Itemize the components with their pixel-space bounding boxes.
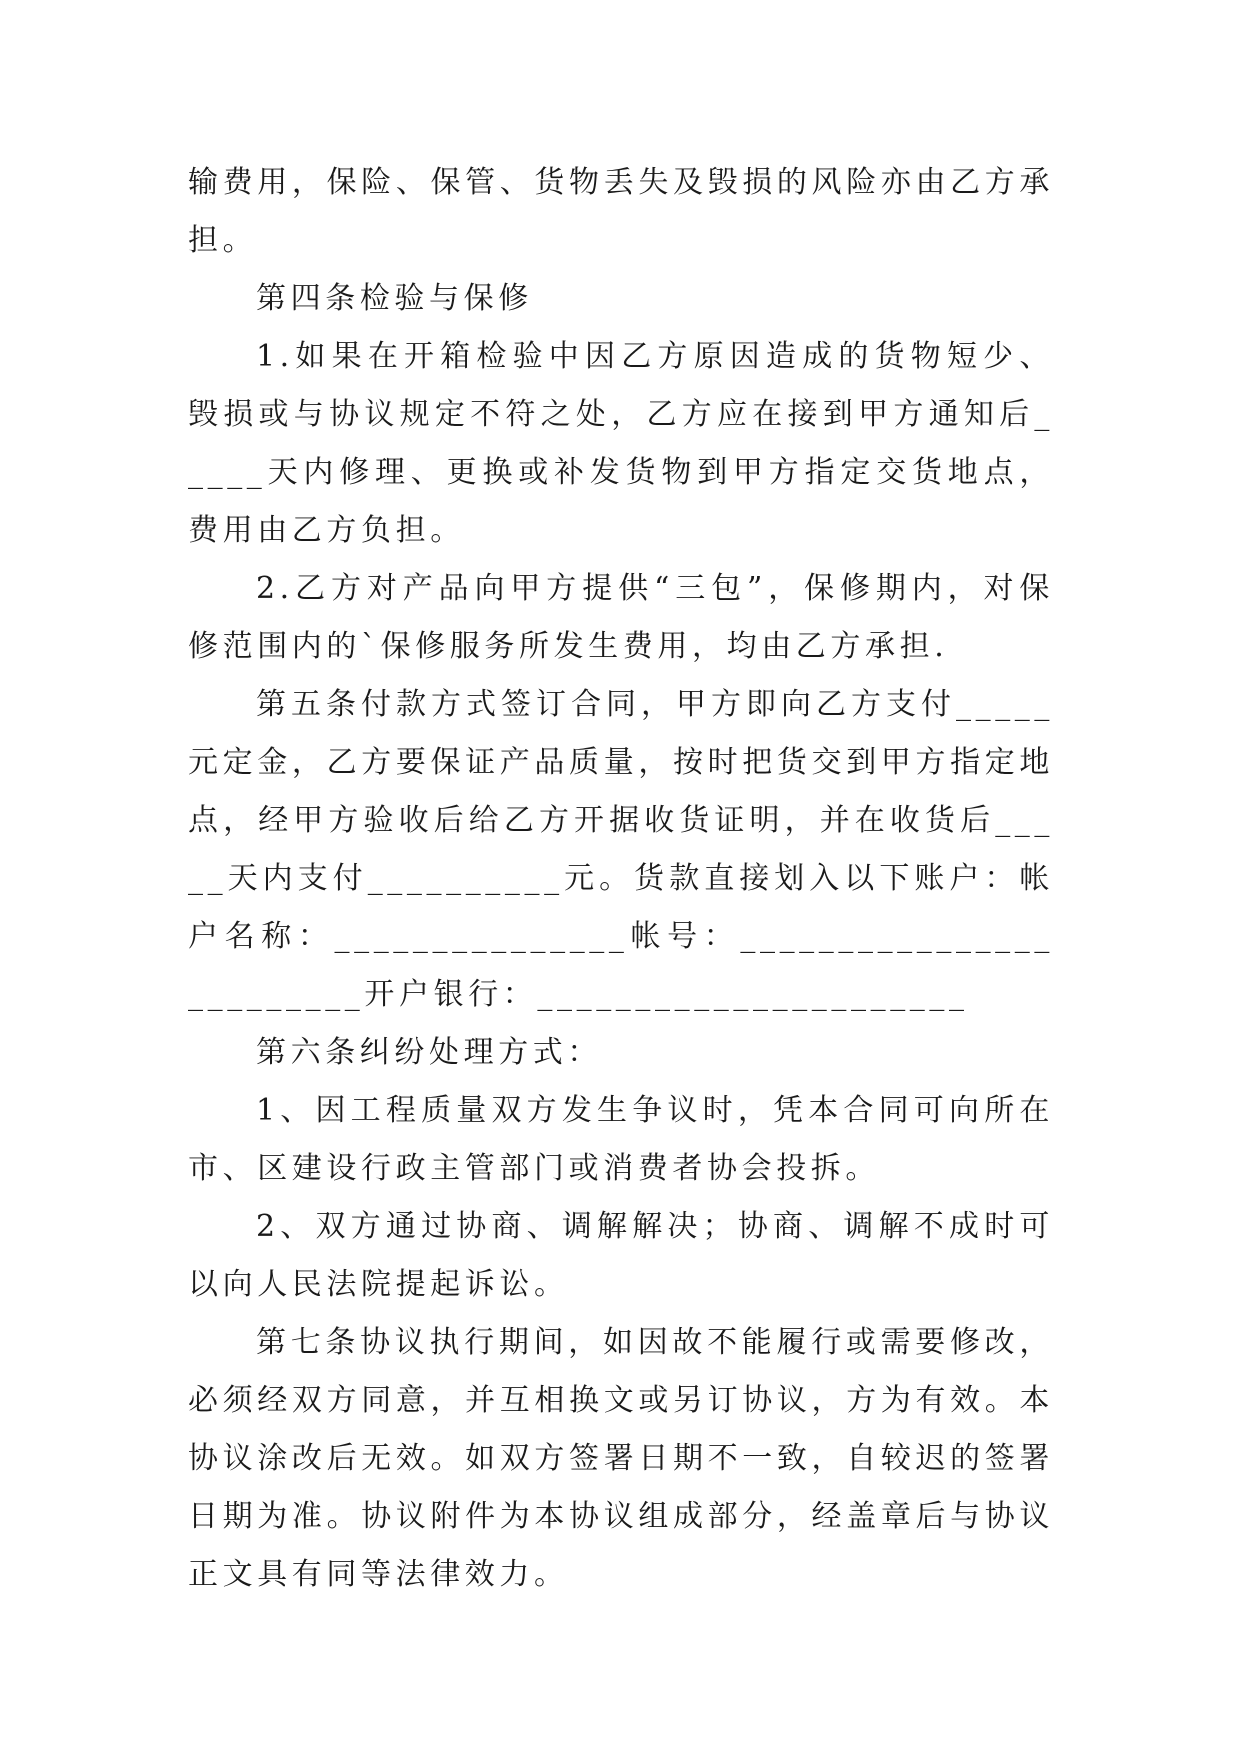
- article-six-clause-2: 2、双方通过协商、调解解决；协商、调解不成时可以向人民法院提起诉讼。: [188, 1209, 1054, 1302]
- document-body: [188, 154, 1054, 1604]
- article-four-heading: 第四条检验与保修: [256, 281, 533, 316]
- article-four-clause-1: 1.如果在开箱检验中因乙方原因造成的货物短少、毁损或与协议规定不符之处，乙方应在接到甲方通知后_____天内修理、更换或补发货物到甲方指定交货地点，费用由乙方负担。: [188, 339, 1054, 548]
- article-seven: 第七条协议执行期间，如因故不能履行或需要修改，必须经双方同意，并互相换文或另订协议，方为有效。本协议涂改后无效。如双方签署日期不一致，自较迟的签署日期为准。协议附件为本协议组成部分，经盖章后与协议正文具有同等法律效力。: [188, 1325, 1054, 1592]
- paragraph-continuation: 输费用，保险、保管、货物丢失及毁损的风险亦由乙方承担。: [188, 165, 1054, 258]
- article-five-payment: 第五条付款方式签订合同，甲方即向乙方支付_____元定金，乙方要保证产品质量，按时把货交到甲方指定地点，经甲方验收后给乙方开据收货证明，并在收货后_____天内支付__________元。货款直接划入以下账户：帐户名称：_______________帐号：_________________________开户银行：______________________: [188, 687, 1054, 1012]
- article-four-clause-2: 2.乙方对产品向甲方提供“三包”，保修期内，对保修范围内的`保修服务所发生费用，均由乙方承担.: [188, 571, 1054, 664]
- article-six-clause-1: 1、因工程质量双方发生争议时，凭本合同可向所在市、区建设行政主管部门或消费者协会投拆。: [188, 1093, 1054, 1186]
- article-six-heading: 第六条纠纷处理方式：: [256, 1035, 602, 1070]
